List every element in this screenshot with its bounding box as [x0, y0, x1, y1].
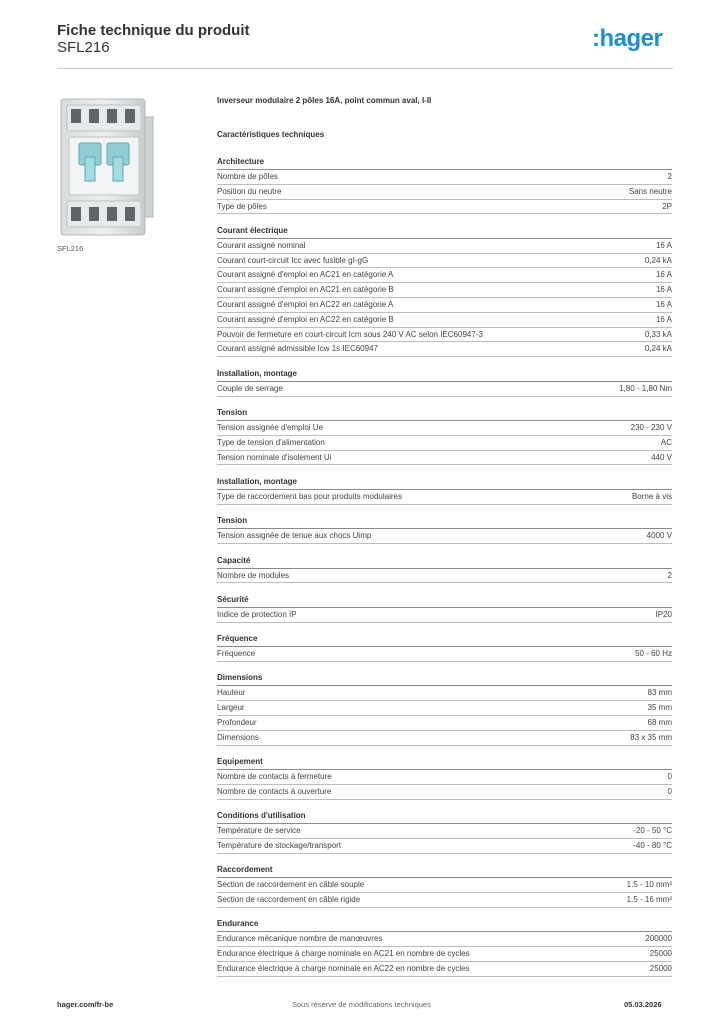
spec-label: Courant assigné d'emploi en AC21 en catégorie B: [217, 285, 394, 295]
spec-row: [217, 313, 672, 328]
spec-row: [217, 436, 672, 451]
spec-label: Courant assigné d'emploi en AC21 en catégorie A: [217, 270, 394, 280]
image-caption: SFL216: [57, 244, 84, 253]
spec-value: 16 A: [655, 240, 672, 250]
spec-value: 0,33 kA: [644, 329, 672, 339]
spec-section: [217, 407, 672, 465]
section-title: Raccordement: [217, 864, 672, 878]
spec-value: 83 mm: [647, 688, 672, 698]
spec-row: [217, 239, 672, 254]
spec-value: 0,24 kA: [644, 255, 672, 265]
spec-label: Type de pôles: [217, 201, 267, 211]
spec-row: [217, 824, 672, 839]
spec-value: 16 A: [655, 270, 672, 280]
page-title: Fiche technique du produit: [57, 22, 250, 39]
section-title: Fréquence: [217, 633, 672, 647]
spec-value: 200000: [645, 934, 672, 944]
spec-row: [217, 283, 672, 298]
spec-row: [217, 701, 672, 716]
spec-label: Endurance mécanique nombre de manœuvres: [217, 934, 383, 944]
section-title: Courant électrique: [217, 225, 672, 239]
spec-label: Position du neutre: [217, 186, 282, 196]
spec-row: [217, 254, 672, 269]
section-title: Installation, montage: [217, 368, 672, 382]
spec-section: [217, 555, 672, 584]
spec-section: [217, 756, 672, 800]
spec-section: [217, 672, 672, 745]
spec-value: Borne à vis: [631, 491, 672, 501]
spec-label: Fréquence: [217, 649, 256, 659]
spec-row: [217, 686, 672, 701]
product-image: [57, 97, 157, 237]
tech-characteristics-title: Caractéristiques techniques: [217, 130, 325, 139]
spec-value: 4000 V: [646, 531, 672, 541]
spec-value: IP20: [655, 609, 672, 619]
spec-value: 25000: [649, 949, 672, 959]
spec-value: 25000: [649, 964, 672, 973]
spec-row: [217, 490, 672, 505]
spec-value: 68 mm: [647, 718, 672, 728]
section-title: Sécurité: [217, 594, 672, 608]
section-title: Architecture: [217, 156, 672, 170]
spec-value: 2: [667, 570, 672, 580]
spec-label: Section de raccordement en câble rigide: [217, 895, 361, 905]
spec-label: Nombre de modules: [217, 570, 290, 580]
spec-section: [217, 633, 672, 662]
spec-section: [217, 156, 672, 214]
footer-website: hager.com/fr-be: [57, 1000, 114, 1009]
spec-label: Couple de serrage: [217, 383, 283, 393]
spec-section: [217, 864, 672, 908]
spec-label: Dimensions: [217, 732, 259, 742]
footer-notice: Sous réserve de modifications techniques: [292, 1000, 431, 1009]
spec-label: Indice de protection IP: [217, 609, 297, 619]
spec-row: [217, 421, 672, 436]
product-description: Inverseur modulaire 2 pôles 16A, point commun aval, I-II: [217, 96, 432, 105]
spec-value: 230 - 230 V: [630, 423, 672, 433]
spec-label: Tension nominale d'isolement Ui: [217, 452, 332, 462]
spec-label: Hauteur: [217, 688, 246, 698]
section-gap: [217, 800, 672, 811]
section-title: Tension: [217, 515, 672, 529]
spec-label: Profondeur: [217, 718, 257, 728]
section-title: Installation, montage: [217, 476, 672, 490]
spec-value: AC: [660, 437, 672, 447]
spec-row: [217, 647, 672, 662]
spec-row: [217, 962, 672, 977]
spec-label: Nombre de pôles: [217, 172, 278, 181]
spec-label: Pouvoir de fermeture en court-circuit Icm sous 240 V AC selon IEC60947-3: [217, 329, 483, 339]
section-title: Equipement: [217, 756, 672, 770]
spec-value: 16 A: [655, 285, 672, 295]
spec-label: Courant court-circuit Icc avec fusible gI-gG: [217, 255, 369, 265]
spec-content: [217, 96, 672, 977]
spec-label: Courant assigné d'emploi en AC22 en catégorie B: [217, 314, 394, 324]
section-title: Tension: [217, 407, 672, 421]
spec-row: [217, 569, 672, 584]
section-gap: [217, 746, 672, 757]
spec-value: 1,80 - 1,80 Nm: [619, 383, 672, 393]
spec-label: Tension assignée de tenue aux chocs Uimp: [217, 531, 372, 541]
spec-label: Nombre de contacts à ouverture: [217, 786, 332, 796]
spec-section: [217, 810, 672, 854]
section-title: Capacité: [217, 555, 672, 569]
section-title: Conditions d'utilisation: [217, 810, 672, 824]
spec-section: [217, 515, 672, 544]
spec-value: 0: [667, 772, 672, 782]
section-gap: [217, 583, 672, 594]
section-title: Dimensions: [217, 672, 672, 686]
spec-value: 35 mm: [647, 703, 672, 713]
spec-row: [217, 785, 672, 800]
spec-label: Courant assigné d'emploi en AC22 en catégorie A: [217, 300, 394, 310]
spec-row: [217, 770, 672, 785]
spec-value: 16 A: [655, 300, 672, 310]
spec-row: [217, 839, 672, 854]
spec-row: [217, 185, 672, 200]
spec-sections: [217, 156, 672, 977]
spec-row: [217, 451, 672, 466]
section-gap: [217, 505, 672, 516]
spec-section: [217, 594, 672, 623]
spec-value: 1.5 - 10 mm²: [626, 880, 672, 890]
spec-label: Type de raccordement bas pour produits modulaires: [217, 491, 402, 501]
spec-section: [217, 225, 672, 357]
spec-row: [217, 947, 672, 962]
spec-row: [217, 716, 672, 731]
spec-value: 0: [667, 786, 672, 796]
section-gap: [217, 854, 672, 865]
hager-logo: [592, 24, 674, 54]
spec-section: [217, 918, 672, 976]
spec-row: [217, 382, 672, 397]
spec-row: [217, 932, 672, 947]
spec-label: Largeur: [217, 703, 245, 713]
spec-value: Sans neutre: [628, 186, 672, 196]
footer-date: 05.03.2026: [624, 1000, 662, 1009]
spec-row: [217, 878, 672, 893]
spec-label: Type de tension d'alimentation: [217, 437, 325, 447]
spec-value: -20 - 50 °C: [633, 826, 672, 836]
section-gap: [217, 397, 672, 408]
spec-row: [217, 529, 672, 544]
spec-value: 50 - 60 Hz: [635, 649, 672, 659]
product-reference: SFL216: [57, 39, 110, 56]
spec-row: [217, 893, 672, 908]
spec-value: 0,24 kA: [644, 344, 672, 354]
spec-row: [217, 731, 672, 746]
spec-row: [217, 608, 672, 623]
section-gap: [217, 214, 672, 225]
spec-row: [217, 268, 672, 283]
section-gap: [217, 357, 672, 368]
section-gap: [217, 465, 672, 476]
spec-label: Courant assigné nominal: [217, 240, 306, 250]
spec-label: Nombre de contacts à fermeture: [217, 772, 332, 782]
spec-row: [217, 200, 672, 215]
section-title: Endurance: [217, 918, 672, 932]
spec-row: [217, 298, 672, 313]
spec-row: [217, 342, 672, 357]
spec-label: Température de service: [217, 826, 301, 836]
hager-logo-text: :hager: [592, 25, 663, 52]
section-gap: [217, 623, 672, 634]
spec-section: [217, 368, 672, 397]
spec-label: Courant assigné admissible Icw 1s IEC60947: [217, 344, 378, 354]
header-divider: [57, 68, 673, 69]
spec-value: 440 V: [651, 452, 672, 462]
spec-section: [217, 476, 672, 505]
section-gap: [217, 908, 672, 919]
spec-value: 83 x 35 mm: [630, 732, 672, 742]
spec-value: 1.5 - 16 mm²: [626, 895, 672, 905]
spec-label: Endurance électrique à charge nominale en AC21 en nombre de cycles: [217, 949, 470, 959]
spec-value: 2P: [662, 201, 672, 211]
spec-value: -40 - 80 °C: [633, 841, 672, 851]
spec-label: Section de raccordement en câble souple: [217, 880, 365, 890]
spec-label: Température de stockage/transport: [217, 841, 342, 851]
section-gap: [217, 544, 672, 555]
spec-value: 2: [667, 172, 672, 181]
section-gap: [217, 662, 672, 673]
spec-value: 16 A: [655, 314, 672, 324]
spec-row: [217, 328, 672, 343]
spec-label: Tension assignée d'emploi Ue: [217, 423, 324, 433]
spec-row: [217, 170, 672, 185]
spec-label: Endurance électrique à charge nominale en AC22 en nombre de cycles: [217, 964, 470, 973]
